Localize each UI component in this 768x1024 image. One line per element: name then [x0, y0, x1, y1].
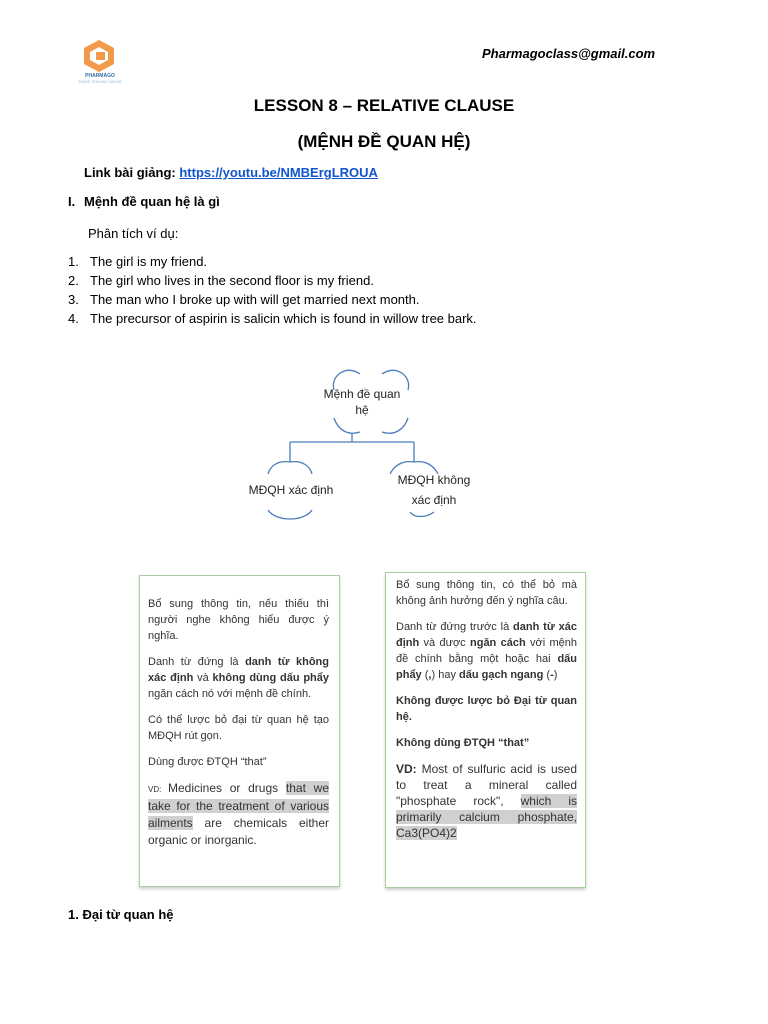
- logo-subtext: SHARE TRAINING ONLINE: [78, 80, 122, 84]
- list-number: 3.: [68, 292, 79, 307]
- section-heading-1: [68, 194, 220, 209]
- list-item: [68, 310, 477, 329]
- box-right-p2: [396, 619, 577, 683]
- text-run: Danh từ đứng là: [148, 656, 246, 668]
- list-text: The girl is my friend.: [90, 254, 208, 269]
- list-number: 1.: [68, 254, 79, 269]
- list-number: 2.: [68, 273, 79, 288]
- text-run: Medicines or drugs: [167, 781, 286, 795]
- logo-text: PHARMAGO: [85, 73, 115, 79]
- lecture-link-line: [84, 165, 378, 180]
- bold-run: không dùng dấu phẩy: [212, 672, 329, 684]
- box-right-p1: Bổ sung thông tin, có thể bỏ mà không ảnh hưởng đến ý nghĩa câu.: [396, 579, 577, 607]
- analysis-label: Phân tích ví dụ:: [88, 226, 179, 241]
- diagram-left-node: MĐQH xác định: [248, 483, 334, 497]
- text-run: ngăn cách nó với mệnh đề chính.: [148, 688, 312, 700]
- box-right-example: [396, 761, 577, 841]
- diagram-right-node: [380, 470, 488, 510]
- text-run: ): [553, 669, 558, 681]
- lecture-link[interactable]: https://youtu.be/NMBErgLROUA: [179, 165, 378, 180]
- non-defining-clause-box: [385, 572, 586, 888]
- defining-clause-box: [139, 575, 340, 887]
- example-list: [68, 253, 477, 329]
- text-run: are chemicals either organic or inorganic.: [148, 816, 329, 847]
- box-left-p3: Có thể lược bỏ đại từ quan hệ tạo MĐQH rút gọn.: [148, 714, 329, 742]
- text-run: (: [421, 669, 429, 681]
- lesson-title: LESSON 8 – RELATIVE CLAUSE: [253, 96, 515, 115]
- bold-run: ngăn cách: [470, 637, 526, 649]
- diagram-right-line2: xác định: [411, 493, 457, 507]
- text-run: và: [193, 672, 213, 684]
- section-number: I.: [68, 194, 76, 209]
- list-text: The girl who lives in the second floor is my friend.: [90, 273, 374, 288]
- box-right-p4: Không dùng ĐTQH “that”: [396, 737, 530, 749]
- example-prefix: VD:: [148, 785, 168, 794]
- diagram-right-line1: MĐQH không: [397, 473, 471, 487]
- list-item: [68, 253, 477, 272]
- diagram-root-line2: hệ: [355, 403, 369, 417]
- diagram-root-node: [308, 386, 416, 418]
- section-title: Mệnh đề quan hệ là gì: [84, 194, 220, 209]
- header-email: Pharmagoclass@gmail.com: [482, 46, 656, 61]
- text-run: ) hay: [431, 669, 459, 681]
- bold-run: dấu phẩy: [396, 653, 577, 681]
- box-left-p4: Dùng được ĐTQH “that”: [148, 756, 267, 768]
- lecture-link-label: Link bài giảng:: [84, 165, 180, 180]
- list-item: [68, 272, 477, 291]
- text-run: (: [543, 669, 551, 681]
- relative-clause-diagram: [230, 362, 470, 532]
- lesson-subtitle: (MỆNH ĐỀ QUAN HỆ): [297, 132, 471, 151]
- highlighted-run: which is primarily calcium phosphate, Ca3(PO4)2: [396, 794, 577, 840]
- section-heading-2: 1. Đại từ quan hệ: [68, 907, 174, 922]
- list-item: [68, 291, 477, 310]
- highlighted-run: that we take for the treatment of various ailments: [148, 781, 329, 830]
- bold-run: danh từ không xác định: [148, 656, 329, 684]
- box-right-p3: Không được lược bỏ Đại từ quan hệ.: [396, 695, 577, 723]
- box-left-p2: [148, 654, 329, 702]
- text-run: Danh từ đứng trước là: [396, 621, 514, 633]
- list-number: 4.: [68, 311, 79, 326]
- list-text: The man who I broke up with will get married next month.: [90, 292, 420, 307]
- bold-run: -: [550, 669, 554, 681]
- text-run: Most of sulfuric acid is used to treat a mineral called "phosphate rock",: [396, 762, 577, 808]
- example-prefix: VD:: [396, 762, 417, 776]
- box-left-p1: Bổ sung thông tin, nếu thiếu thì người nghe không hiểu được ý nghĩa.: [148, 598, 329, 642]
- list-text: The precursor of aspirin is salicin which is found in willow tree bark.: [90, 311, 477, 326]
- bold-run: ,: [428, 669, 432, 681]
- bold-run: dấu gạch ngang: [459, 669, 544, 681]
- diagram-root-line1: Mệnh đề quan: [323, 387, 401, 401]
- bold-run: danh từ xác định: [396, 621, 578, 649]
- box-left-example: [148, 780, 329, 849]
- text-run: và được: [419, 637, 470, 649]
- text-run: với mệnh đề chính bằng một hoặc hai: [396, 637, 577, 665]
